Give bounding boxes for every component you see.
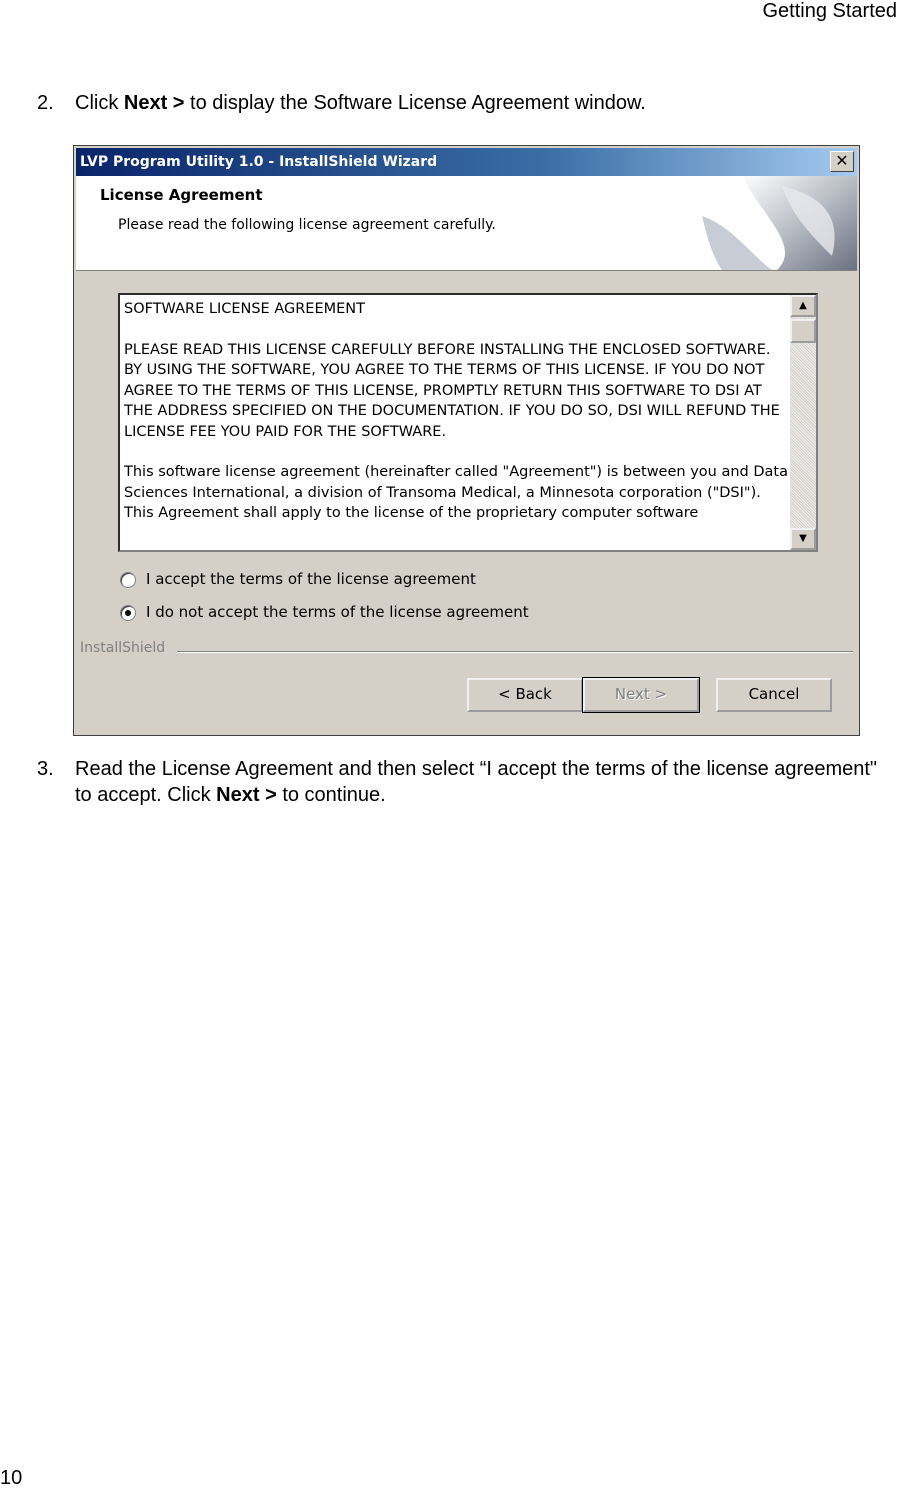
section-title: Getting Started: [762, 0, 897, 22]
banner-title: License Agreement: [100, 186, 263, 204]
dialog-titlebar[interactable]: [76, 148, 857, 176]
decline-radio-option[interactable]: [120, 601, 529, 623]
step-2: [37, 90, 877, 118]
accept-radio-option[interactable]: [120, 568, 476, 590]
cancel-button[interactable]: Cancel: [716, 678, 832, 712]
page-curl-graphic: [682, 176, 857, 270]
step-text-after: to display the Software License Agreement window.: [184, 92, 646, 114]
step-bold-label: Next >: [123, 92, 185, 114]
step-number: 3.: [37, 758, 54, 780]
decline-radio[interactable]: [120, 605, 136, 621]
license-text-box[interactable]: [118, 293, 818, 552]
step-3: [37, 756, 887, 816]
step-number: 2.: [37, 92, 54, 114]
step-text-after: to continue.: [276, 784, 386, 806]
license-paragraph: This software license agreement (hereinafter called "Agreement") is between you and Data Sciences International, a division of Transoma Medical, a Minnesota corporation ("DSI"). This Agreement shall apply to the license of the proprietary computer software: [124, 464, 788, 521]
next-button[interactable]: Next >: [583, 678, 699, 712]
license-paragraph: PLEASE READ THIS LICENSE CAREFULLY BEFORE INSTALLING THE ENCLOSED SOFTWARE. BY USING THE SOFTWARE, YOU AGREE TO THE TERMS OF THIS LICENSE. IF YOU DO NOT AGREE TO THE TERMS OF THIS LICENSE, PROMPTLY RETURN THIS SOFTWARE TO DSI AT THE ADDRESS SPECIFIED ON THE DOCUMENTATION. IF YOU DO SO, DSI WILL REFUND THE LICENSE FEE YOU PAID FOR THE SOFTWARE.: [124, 341, 780, 440]
installshield-dialog: [73, 145, 860, 736]
scroll-up-button[interactable]: ▲: [790, 295, 816, 317]
accept-radio-label[interactable]: I accept the terms of the license agreement: [146, 570, 476, 588]
license-text: [124, 299, 790, 547]
footer-divider: [177, 651, 853, 653]
decline-radio-label[interactable]: I do not accept the terms of the license agreement: [146, 603, 529, 621]
back-button[interactable]: < Back: [467, 678, 583, 712]
banner-subtitle: Please read the following license agreement carefully.: [118, 217, 496, 233]
step-text-before: Click: [75, 92, 124, 114]
scroll-thumb[interactable]: [790, 319, 816, 343]
installshield-brand: InstallShield: [80, 640, 166, 656]
dialog-title: LVP Program Utility 1.0 - InstallShield Wizard: [80, 154, 438, 170]
accept-radio[interactable]: [120, 572, 136, 588]
step-text-before: Read the License Agreement and then select “I accept the terms of the license agreement" to accept. Click: [75, 758, 878, 806]
license-paragraph: SOFTWARE LICENSE AGREEMENT: [124, 301, 366, 317]
dialog-banner: [76, 176, 857, 271]
close-button[interactable]: ✕: [830, 151, 854, 172]
step-text: [75, 90, 646, 116]
page-number: 10: [0, 1467, 23, 1489]
step-text: [75, 756, 887, 808]
step-bold-label: Next >: [216, 784, 277, 806]
vertical-scrollbar[interactable]: [790, 295, 816, 550]
scroll-down-button[interactable]: ▼: [790, 528, 816, 550]
